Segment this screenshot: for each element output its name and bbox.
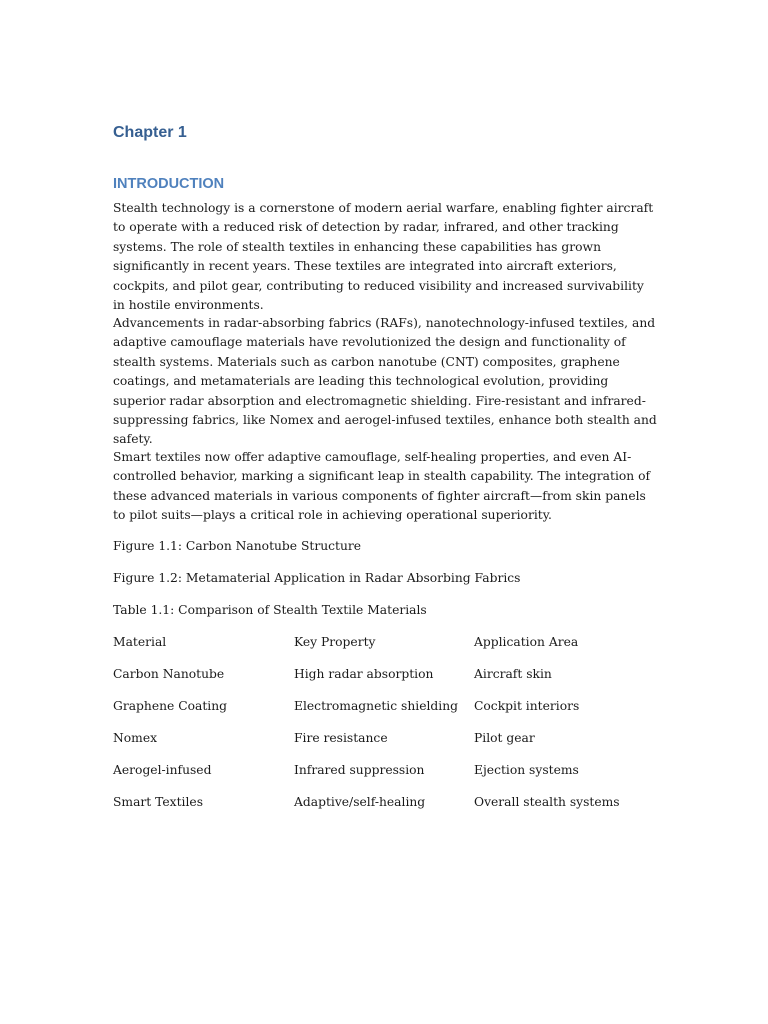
- table-cell: Aircraft skin: [474, 667, 552, 681]
- figure-caption-1: Figure 1.1: Carbon Nanotube Structure: [113, 539, 362, 553]
- table-caption: Table 1.1: Comparison of Stealth Textile Materials: [113, 603, 427, 617]
- paragraph-1: Stealth technology is a cornerstone of modern aerial warfare, enabling fighter aircraft to operate with a reduced risk of detection by radar, infrared, and other tracking systems. The role of stealth textiles in enhancing these capabilities has grown significantly in recent years. These textiles are integrated into aircraft exteriors, cockpits, and pilot gear, contributing to reduced visibility and increased survivability in hostile environments.: [113, 201, 654, 313]
- table-header-cell: Material: [113, 635, 167, 649]
- table-cell: Smart Textiles: [113, 795, 203, 809]
- table-header-row: [113, 633, 658, 665]
- figure-caption-2: Figure 1.2: Metamaterial Application in Radar Absorbing Fabrics: [113, 571, 521, 585]
- table-cell: Aerogel-infused: [113, 763, 212, 777]
- chapter-label: Chapter 1: [113, 124, 187, 141]
- table-cell: Pilot gear: [474, 731, 535, 745]
- table-cell: Adaptive/self-healing: [294, 795, 426, 809]
- table-cell: Graphene Coating: [113, 699, 228, 713]
- table-header-cell: Key Property: [294, 635, 376, 649]
- section-heading: INTRODUCTION: [113, 176, 225, 192]
- table-row: [113, 665, 658, 697]
- table-row: [113, 793, 658, 825]
- table-header-cell: Application Area: [474, 635, 579, 649]
- table-row: [113, 697, 658, 729]
- table-cell: Ejection systems: [474, 763, 579, 777]
- materials-table: [113, 633, 658, 825]
- paragraph-2: Advancements in radar-absorbing fabrics (RAFs), nanotechnology-infused textiles, and adaptive camouflage materials have revolutionized the design and functionality of stealth systems. Materials such as carbon nanotube (CNT) composites, graphene coatings, and metamaterials are leading this technological evolution, providing superior radar absorption and electromagnetic shielding. Fire-resistant and infrared-suppressing fabrics, like Nomex and aerogel-infused textiles, enhance both stealth and safety.: [113, 316, 657, 447]
- paragraph-3: Smart textiles now offer adaptive camouflage, self-healing properties, and even AI-controlled behavior, marking a significant leap in stealth capability. The integration of these advanced materials in various components of fighter aircraft—from skin panels to pilot suits—plays a critical role in achieving operational superiority.: [113, 450, 651, 523]
- table-row: [113, 761, 658, 793]
- table-cell: Carbon Nanotube: [113, 667, 225, 681]
- table-cell: Overall stealth systems: [474, 795, 620, 809]
- table-cell: Electromagnetic shielding: [294, 699, 458, 713]
- table-cell: Nomex: [113, 731, 158, 745]
- table-cell: High radar absorption: [294, 667, 434, 681]
- table-cell: Fire resistance: [294, 731, 388, 745]
- table-row: [113, 729, 658, 761]
- table-cell: Cockpit interiors: [474, 699, 580, 713]
- table-cell: Infrared suppression: [294, 763, 425, 777]
